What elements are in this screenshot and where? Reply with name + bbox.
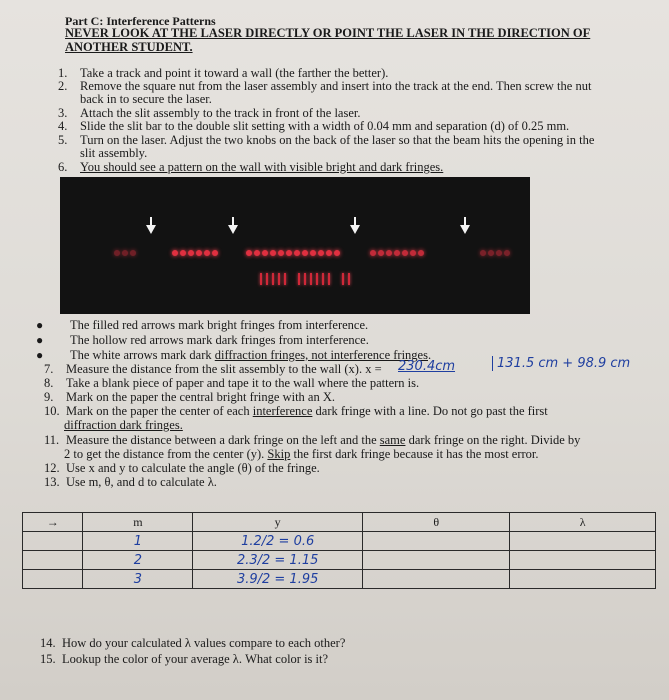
white-arrow-head-icon xyxy=(228,225,238,234)
step-3: 3. Attach the slit assembly to the track in front of the laser. xyxy=(58,106,361,120)
cell-m[interactable]: 1 xyxy=(83,532,193,551)
x-distance-answer: 230.4cm xyxy=(398,359,456,374)
bullet-dot: ● xyxy=(36,318,44,332)
table-row xyxy=(23,551,656,570)
question-15: 15. Lookup the color of your average λ. What color is it? xyxy=(40,652,329,666)
cell-y[interactable]: 3.9/2 = 1.95 xyxy=(193,570,363,589)
table-row xyxy=(23,532,656,551)
bullet-dot: ● xyxy=(36,333,44,347)
header-theta: θ xyxy=(362,513,509,532)
step-4: 4. Slide the slit bar to the double slit setting with a width of 0.04 mm and separation (d) of 0.25 mm. xyxy=(58,119,570,133)
header-arrow-icon: → xyxy=(23,513,83,532)
white-arrow-head-icon xyxy=(146,225,156,234)
step-7: 7. Measure the distance from the slit assembly to the wall (x). x = xyxy=(44,362,382,376)
step-11: 11. Measure the distance between a dark fringe on the left and the same dark fringe on the right. Divide by xyxy=(44,433,581,447)
step-12: 12. Use x and y to calculate the angle (θ) of the fringe. xyxy=(44,461,320,475)
header-m: m xyxy=(83,513,193,532)
cell-lambda[interactable] xyxy=(510,551,656,570)
cell-theta[interactable] xyxy=(362,570,509,589)
cell-theta[interactable] xyxy=(362,532,509,551)
interference-pattern-photo xyxy=(60,177,530,314)
step-1: 1. Take a track and point it toward a wall (the farther the better). xyxy=(58,66,389,80)
warning-line-2: ANOTHER STUDENT. xyxy=(65,40,193,54)
cell-lambda[interactable] xyxy=(510,532,656,551)
step-10-cont: diffraction dark fringes. xyxy=(64,418,183,432)
step-8: 8. Take a blank piece of paper and tape it to the wall where the pattern is. xyxy=(44,376,420,390)
header-lambda: λ xyxy=(510,513,656,532)
bullet-3: The white arrows mark dark diffraction fringes, not interference fringes. xyxy=(70,348,432,362)
white-arrow-head-icon xyxy=(350,225,360,234)
question-14: 14. How do your calculated λ values compare to each other? xyxy=(40,636,346,650)
step-6: 6. You should see a pattern on the wall with visible bright and dark fringes. xyxy=(58,160,444,174)
cell-theta[interactable] xyxy=(362,551,509,570)
white-arrow-head-icon xyxy=(460,225,470,234)
bullet-2: The hollow red arrows mark dark fringes from interference. xyxy=(70,333,369,347)
step-11-cont: 2 to get the distance from the center (y). Skip the first dark fringe because it has the most error. xyxy=(64,447,539,461)
step-2: 2. Remove the square nut from the laser assembly and insert into the track at the end. Then screw the nut xyxy=(58,79,592,93)
table-header-row xyxy=(23,513,656,532)
cell-y[interactable]: 2.3/2 = 1.15 xyxy=(193,551,363,570)
warning-line-1: NEVER LOOK AT THE LASER DIRECTLY OR POINT THE LASER IN THE DIRECTION OF xyxy=(65,26,591,40)
x-distance-note: 131.5 cm + 98.9 cm xyxy=(492,356,630,371)
part-title: Part C: Interference Patterns xyxy=(65,14,216,28)
step-13: 13. Use m, θ, and d to calculate λ. xyxy=(44,475,217,489)
bullet-dot: ● xyxy=(36,348,44,362)
bullet-1: The filled red arrows mark bright fringes from interference. xyxy=(70,318,369,332)
cell-y[interactable]: 1.2/2 = 0.6 xyxy=(193,532,363,551)
header-y: y xyxy=(193,513,363,532)
cell-m[interactable]: 2 xyxy=(83,551,193,570)
step-9: 9. Mark on the paper the central bright fringe with an X. xyxy=(44,390,336,404)
results-table xyxy=(22,512,656,589)
step-2-cont: back in to secure the laser. xyxy=(80,92,212,106)
fringe-dots xyxy=(60,250,530,256)
step-5: 5. Turn on the laser. Adjust the two knobs on the back of the laser so that the beam hits the opening in the xyxy=(58,133,595,147)
table-row xyxy=(23,570,656,589)
cell-m[interactable]: 3 xyxy=(83,570,193,589)
step-5-cont: slit assembly. xyxy=(80,146,148,160)
cell-lambda[interactable] xyxy=(510,570,656,589)
step-10: 10. Mark on the paper the center of each interference dark fringe with a line. Do not go past the first xyxy=(44,404,548,418)
